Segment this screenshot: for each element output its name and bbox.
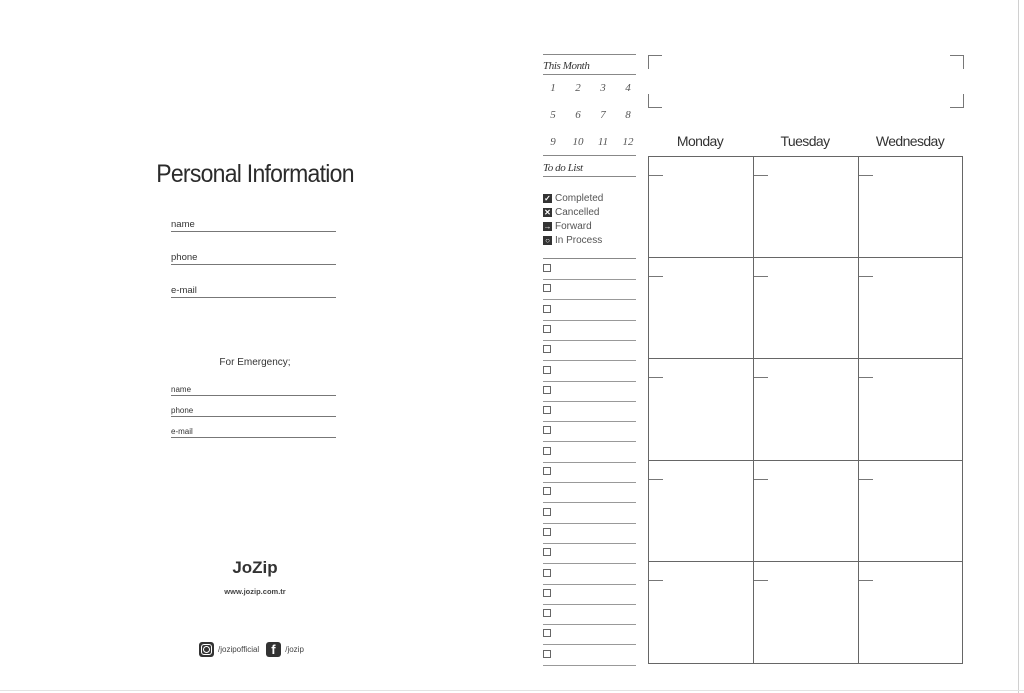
day-cell-monday[interactable] xyxy=(649,562,754,663)
legend-item xyxy=(543,220,592,232)
todo-item[interactable] xyxy=(543,523,636,544)
day-cell-tuesday[interactable] xyxy=(754,258,859,359)
day-cell-tuesday[interactable] xyxy=(754,359,859,460)
todo-checkbox[interactable] xyxy=(543,264,551,272)
day-header-wednesday: Wednesday xyxy=(875,133,945,149)
day-cell-wednesday[interactable] xyxy=(859,157,962,258)
month-1[interactable]: 1 xyxy=(550,82,556,94)
corner-mark xyxy=(950,55,964,69)
corner-mark xyxy=(648,94,662,108)
check-icon: ✓ xyxy=(544,193,551,203)
day-cell-tuesday[interactable] xyxy=(754,157,859,258)
phone-field[interactable] xyxy=(171,252,336,265)
todo-checkbox[interactable] xyxy=(543,650,551,658)
phone-label: phone xyxy=(171,252,198,263)
emergency-phone-field[interactable] xyxy=(171,406,336,417)
name-field[interactable] xyxy=(171,219,336,232)
todo-item[interactable] xyxy=(543,624,636,645)
this-month-label: This Month xyxy=(543,60,590,72)
todo-item[interactable] xyxy=(543,564,636,585)
todo-checkbox[interactable] xyxy=(543,548,551,556)
legend-label: Cancelled xyxy=(555,206,600,218)
legend-item xyxy=(543,192,603,204)
todo-checkbox[interactable] xyxy=(543,426,551,434)
legend-label: Forward xyxy=(555,220,592,232)
month-4[interactable]: 4 xyxy=(625,82,631,94)
todo-checkbox[interactable] xyxy=(543,284,551,292)
arrow-right-icon: → xyxy=(543,221,552,231)
legend-label: Completed xyxy=(555,192,604,204)
email-field[interactable] xyxy=(171,285,336,298)
day-header-monday: Monday xyxy=(676,133,724,149)
day-cell-wednesday[interactable] xyxy=(859,359,962,460)
facebook-icon[interactable]: f xyxy=(266,642,281,657)
todo-checkbox[interactable] xyxy=(543,609,551,617)
todo-checkbox[interactable] xyxy=(543,528,551,536)
todo-checkbox[interactable] xyxy=(543,487,551,495)
page-edge xyxy=(1018,0,1019,693)
month-5[interactable]: 5 xyxy=(550,109,556,121)
todo-item[interactable] xyxy=(543,584,636,605)
todo-item[interactable] xyxy=(543,442,636,463)
date-line xyxy=(859,377,873,378)
todo-item[interactable] xyxy=(543,503,636,524)
todo-item[interactable] xyxy=(543,259,636,280)
date-line xyxy=(754,479,768,480)
emergency-name-label: name xyxy=(171,385,192,394)
todo-item[interactable] xyxy=(543,279,636,300)
todo-item[interactable] xyxy=(543,421,636,442)
month-10[interactable]: 10 xyxy=(572,136,584,148)
todo-item[interactable] xyxy=(543,401,636,422)
month-3[interactable]: 3 xyxy=(600,82,606,94)
emergency-email-field[interactable] xyxy=(171,427,336,438)
week-grid xyxy=(648,156,963,664)
todo-checkbox[interactable] xyxy=(543,325,551,333)
todo-item[interactable] xyxy=(543,320,636,341)
legend-label: In Process xyxy=(555,234,603,246)
date-line xyxy=(859,276,873,277)
day-cell-monday[interactable] xyxy=(649,258,754,359)
todo-item[interactable] xyxy=(543,604,636,625)
divider xyxy=(543,74,636,75)
email-label: e-mail xyxy=(171,285,197,296)
x-icon: ✕ xyxy=(544,207,551,217)
todo-item[interactable] xyxy=(543,381,636,402)
month-2[interactable]: 2 xyxy=(575,82,581,94)
date-line xyxy=(649,276,663,277)
day-cell-monday[interactable] xyxy=(649,359,754,460)
website-link[interactable]: www.jozip.com.tr xyxy=(224,587,286,596)
month-6[interactable]: 6 xyxy=(575,109,581,121)
date-line xyxy=(754,377,768,378)
day-cell-monday[interactable] xyxy=(649,157,754,258)
todo-checkbox[interactable] xyxy=(543,569,551,577)
todo-checkbox[interactable] xyxy=(543,386,551,394)
todo-checkbox[interactable] xyxy=(543,447,551,455)
todo-item[interactable] xyxy=(543,340,636,361)
page-edge xyxy=(0,690,1024,691)
todo-item[interactable] xyxy=(543,462,636,483)
name-label: name xyxy=(171,219,195,230)
date-line xyxy=(649,479,663,480)
month-9[interactable]: 9 xyxy=(550,136,556,148)
date-line xyxy=(649,377,663,378)
todo-list-label: To do List xyxy=(543,162,583,174)
todo-checkbox[interactable] xyxy=(543,589,551,597)
emergency-title: For Emergency; xyxy=(219,357,291,368)
month-7[interactable]: 7 xyxy=(600,109,606,121)
date-line xyxy=(649,175,663,176)
facebook-handle[interactable]: /jozip xyxy=(285,644,304,654)
day-cell-monday[interactable] xyxy=(649,461,754,562)
corner-mark xyxy=(950,94,964,108)
day-cell-tuesday[interactable] xyxy=(754,461,859,562)
todo-checkbox[interactable] xyxy=(543,345,551,353)
date-line xyxy=(754,276,768,277)
social-links xyxy=(199,641,304,657)
todo-item[interactable] xyxy=(543,300,636,321)
todo-item[interactable] xyxy=(543,361,636,382)
day-cell-wednesday[interactable] xyxy=(859,258,962,359)
brand-logo: JoZip xyxy=(232,558,278,577)
emergency-email-label: e-mail xyxy=(171,427,193,436)
month-12[interactable]: 12 xyxy=(622,136,634,148)
page-title: Personal Information xyxy=(156,160,354,188)
date-line xyxy=(859,580,873,581)
instagram-icon[interactable] xyxy=(199,642,214,657)
todo-checkbox[interactable] xyxy=(543,629,551,637)
todo-checkbox[interactable] xyxy=(543,366,551,374)
divider xyxy=(543,54,636,55)
day-cell-wednesday[interactable] xyxy=(859,562,962,663)
month-8[interactable]: 8 xyxy=(625,109,631,121)
date-line xyxy=(649,580,663,581)
instagram-handle[interactable]: /jozipofficial xyxy=(218,644,260,654)
date-line xyxy=(754,175,768,176)
todo-checkbox[interactable] xyxy=(543,406,551,414)
legend-item xyxy=(543,206,599,218)
emergency-phone-label: phone xyxy=(171,406,194,415)
day-cell-tuesday[interactable] xyxy=(754,562,859,663)
emergency-name-field[interactable] xyxy=(171,385,336,396)
date-line xyxy=(859,175,873,176)
todo-checkbox[interactable] xyxy=(543,508,551,516)
todo-item[interactable] xyxy=(543,482,636,503)
todo-item[interactable] xyxy=(543,645,636,666)
month-11[interactable]: 11 xyxy=(597,136,609,148)
todo-checkbox[interactable] xyxy=(543,305,551,313)
day-header-tuesday: Tuesday xyxy=(780,133,830,149)
date-line xyxy=(754,580,768,581)
corner-mark xyxy=(648,55,662,69)
todo-item[interactable] xyxy=(543,543,636,564)
day-cell-wednesday[interactable] xyxy=(859,461,962,562)
divider xyxy=(543,155,636,156)
todo-checkbox[interactable] xyxy=(543,467,551,475)
divider xyxy=(543,176,636,177)
date-line xyxy=(859,479,873,480)
in-process-icon: ○ xyxy=(543,236,552,245)
legend-item xyxy=(543,234,602,246)
